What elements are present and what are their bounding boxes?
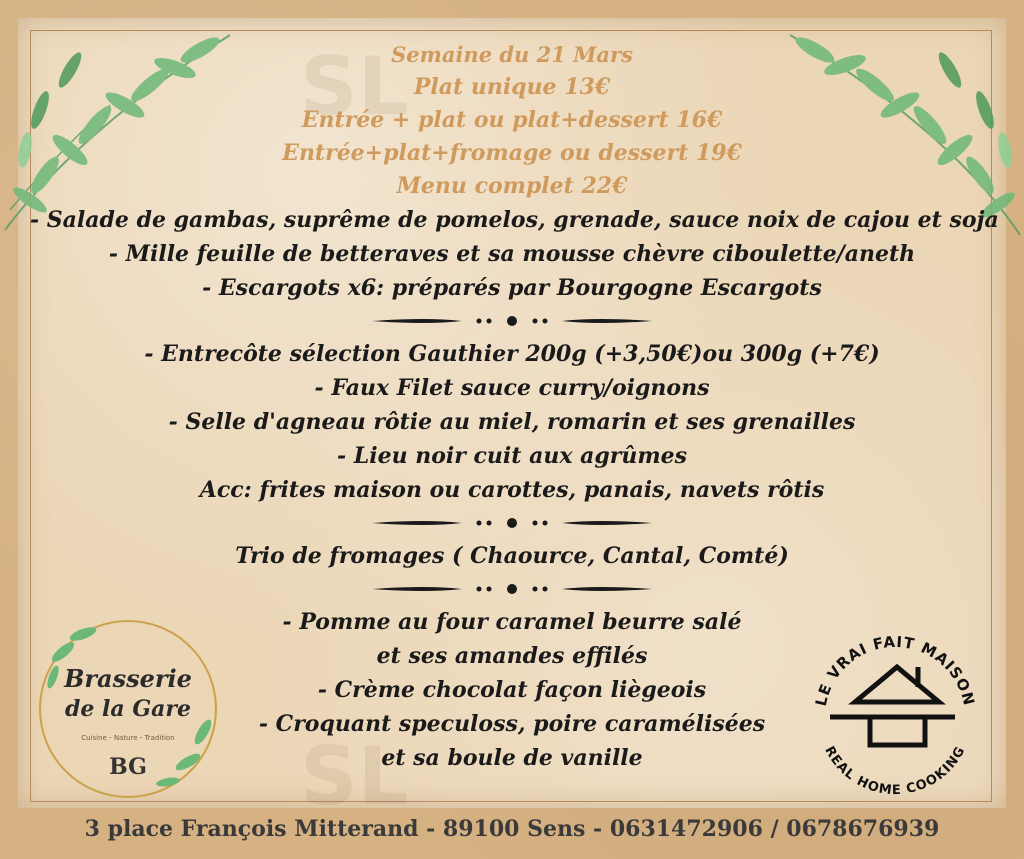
svg-text:REAL HOME COOKING <box>821 744 968 798</box>
logo-monogram: BG <box>109 754 147 780</box>
separator-ornament-icon <box>30 577 994 601</box>
main-item: - Selle d'agneau rôtie au miel, romarin et ses grenailles <box>168 409 856 435</box>
starter-item: - Salade de gambas, suprême de pomelos, grenade, sauce noix de cajou et soja <box>30 207 999 233</box>
badge-top-text: LE VRAI FAIT MAISON <box>811 632 979 708</box>
logo-name-line2: de la Gare <box>65 696 191 722</box>
dessert-item: et ses amandes effilés <box>376 643 648 669</box>
brasserie-logo <box>28 612 228 807</box>
separator-ornament-icon <box>30 511 994 535</box>
dessert-item: - Crème chocolat façon liègeois <box>317 677 707 703</box>
dessert-item: et sa boule de vanille <box>381 745 643 771</box>
starter-item: - Mille feuille de betteraves et sa mousse chèvre ciboulette/aneth <box>108 241 916 267</box>
fait-maison-badge <box>800 617 990 807</box>
main-item: - Faux Filet sauce curry/oignons <box>314 375 710 401</box>
price-line: Entrée+plat+fromage ou dessert 19€ <box>282 140 742 166</box>
menu-week-title: Semaine du 21 Mars <box>391 42 633 67</box>
logo-name-line1: Brasserie <box>64 664 192 693</box>
price-line: Menu complet 22€ <box>396 173 628 199</box>
price-line: Entrée + plat ou plat+dessert 16€ <box>301 107 723 133</box>
starter-item: - Escargots x6: préparés par Bourgogne Escargots <box>202 275 822 301</box>
main-item: - Lieu noir cuit aux agrûmes <box>336 443 688 469</box>
house-icon <box>830 667 955 745</box>
cheese-item: Trio de fromages ( Chaource, Cantal, Comté) <box>235 543 789 569</box>
price-line: Plat unique 13€ <box>413 74 611 100</box>
badge-bottom-text: REAL HOME COOKING <box>821 743 969 799</box>
footer-address: 3 place François Mitterand - 89100 Sens - 0631472906 / 0678676939 <box>84 816 940 842</box>
main-item: Acc: frites maison ou carottes, panais, navets rôtis <box>199 477 825 503</box>
logo-tagline: Cuisine - Nature - Tradition <box>81 734 175 742</box>
dessert-item: - Croquant speculoss, poire caramélisées <box>258 711 766 737</box>
main-item: - Entrecôte sélection Gauthier 200g (+3,50€)ou 300g (+7€) <box>144 341 880 367</box>
dessert-item: - Pomme au four caramel beurre salé <box>282 609 742 635</box>
separator-ornament-icon <box>30 309 994 333</box>
